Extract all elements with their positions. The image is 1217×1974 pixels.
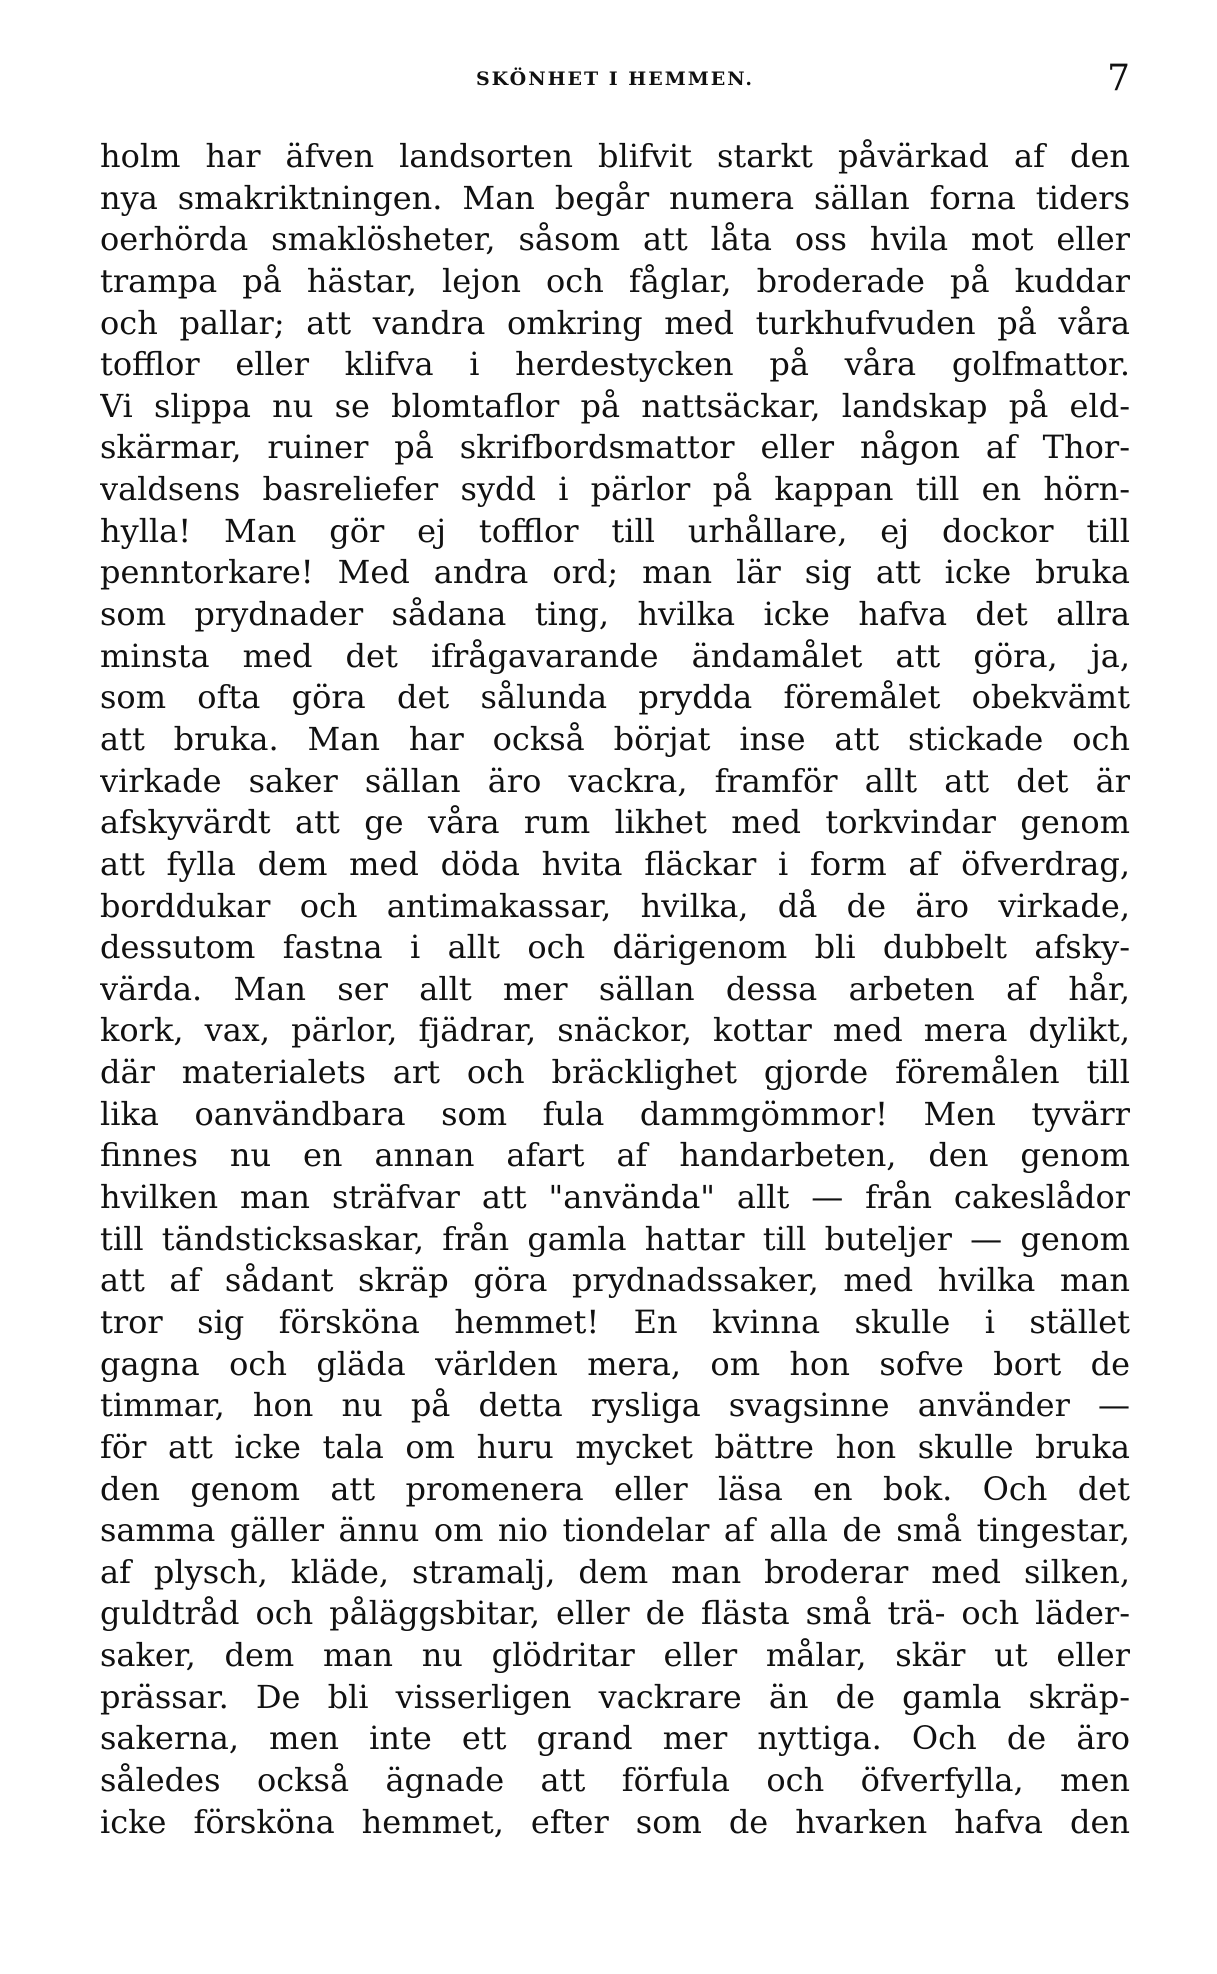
text-line: nya smakriktningen. Man begår numera sällan forna tiders xyxy=(100,178,1130,217)
text-line: sakerna, men inte ett grand mer nyttiga. Och de äro xyxy=(100,1719,1130,1758)
text-line: kork, vax, pärlor, fjädrar, snäckor, kottar med mera dylikt, xyxy=(100,1011,1130,1050)
text-line: och pallar; att vandra omkring med turkhufvuden på våra xyxy=(100,303,1130,342)
text-line: penntorkare! Med andra ord; man lär sig att icke bruka xyxy=(100,553,1130,592)
text-line: som prydnader sådana ting, hvilka icke hafva det allra xyxy=(100,595,1130,634)
text-line: afskyvärdt att ge våra rum likhet med torkvindar genom xyxy=(100,803,1130,842)
text-line: att bruka. Man har också börjat inse att stickade och xyxy=(100,719,1130,758)
body-text xyxy=(100,136,1130,1843)
text-line: tror sig försköna hemmet! En kvinna skulle i stället xyxy=(100,1302,1130,1341)
text-line: att fylla dem med döda hvita fläckar i form af öfverdrag, xyxy=(100,844,1130,883)
text-line: prässar. De bli visserligen vackrare än de gamla skräp- xyxy=(100,1677,1130,1716)
text-line: skärmar, ruiner på skrifbordsmattor eller någon af Thor- xyxy=(100,428,1130,467)
text-line: borddukar och antimakassar, hvilka, då de äro virkade, xyxy=(100,886,1130,925)
text-line: till tändsticksaskar, från gamla hattar till buteljer — genom xyxy=(100,1219,1130,1258)
text-line: som ofta göra det sålunda prydda föremålet obekvämt xyxy=(100,678,1130,717)
text-line: således också ägnade att förfula och öfverfylla, men xyxy=(100,1760,1130,1799)
text-line: minsta med det ifrågavarande ändamålet att göra, ja, xyxy=(100,636,1130,675)
text-line: den genom att promenera eller läsa en bok. Och det xyxy=(100,1469,1130,1508)
running-head-title: SKÖNHET I HEMMEN. xyxy=(475,68,755,90)
text-line: finnes nu en annan afart af handarbeten, den genom xyxy=(100,1136,1130,1175)
text-line: dessutom fastna i allt och därigenom bli dubbelt afsky- xyxy=(100,928,1130,967)
running-head xyxy=(100,58,1130,98)
text-line: Vi slippa nu se blomtaflor på nattsäckar, landskap på eld- xyxy=(100,386,1130,425)
text-line: att af sådant skräp göra prydnadssaker, med hvilka man xyxy=(100,1261,1130,1300)
text-line: virkade saker sällan äro vackra, framför allt att det är xyxy=(100,761,1130,800)
text-line: samma gäller ännu om nio tiondelar af alla de små tingestar, xyxy=(100,1511,1130,1550)
text-line: timmar, hon nu på detta rysliga svagsinne använder — xyxy=(100,1386,1130,1425)
text-line: valdsens basreliefer sydd i pärlor på kappan till en hörn- xyxy=(100,470,1130,509)
text-line: gagna och gläda världen mera, om hon sofve bort de xyxy=(100,1344,1130,1383)
text-line: lika oanvändbara som fula dammgömmor! Men tyvärr xyxy=(100,1094,1130,1133)
text-line: värda. Man ser allt mer sällan dessa arbeten af hår, xyxy=(100,969,1130,1008)
text-line: hylla! Man gör ej tofflor till urhållare, ej dockor till xyxy=(100,511,1130,550)
text-line: tofflor eller klifva i herdestycken på våra golfmattor. xyxy=(100,345,1130,384)
text-line: saker, dem man nu glödritar eller målar, skär ut eller xyxy=(100,1636,1130,1675)
text-line: guldtråd och påläggsbitar, eller de flästa små trä- och läder- xyxy=(100,1594,1130,1633)
text-line: för att icke tala om huru mycket bättre hon skulle bruka xyxy=(100,1427,1130,1466)
text-line: af plysch, kläde, stramalj, dem man broderar med silken, xyxy=(100,1552,1130,1591)
page-number: 7 xyxy=(1107,58,1130,99)
text-line: icke försköna hemmet, efter som de hvarken hafva den xyxy=(100,1802,1130,1841)
text-line: trampa på hästar, lejon och fåglar, broderade på kuddar xyxy=(100,261,1130,300)
text-line: holm har äfven landsorten blifvit starkt påvärkad af den xyxy=(100,137,1130,175)
text-line: hvilken man sträfvar att "använda" allt — från cakeslådor xyxy=(100,1178,1130,1217)
text-line: oerhörda smaklösheter, såsom att låta oss hvila mot eller xyxy=(100,220,1130,259)
text-line: där materialets art och bräcklighet gjorde föremålen till xyxy=(100,1053,1130,1092)
